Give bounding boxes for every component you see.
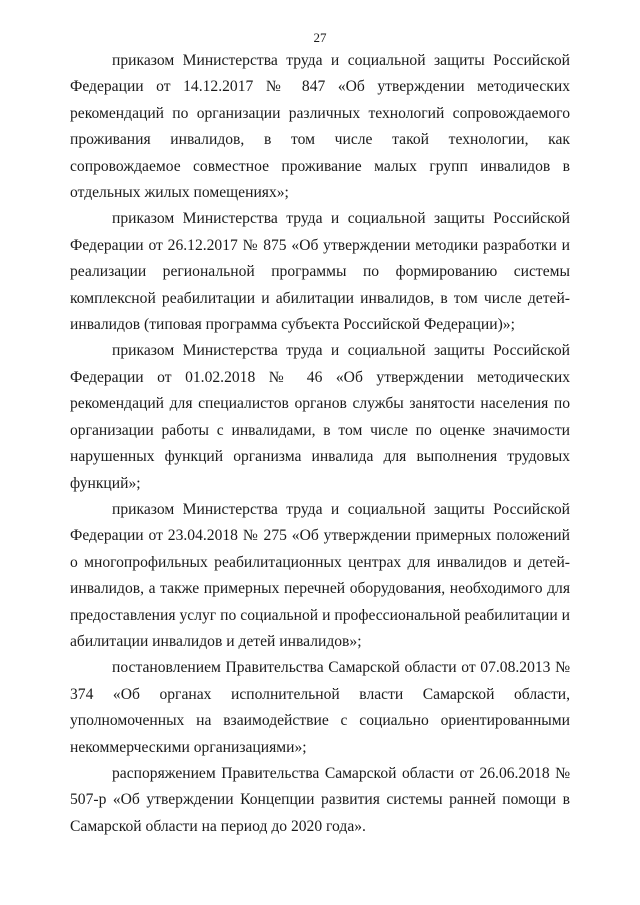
- paragraph-order-847: приказом Министерства труда и социальной защиты Российской Федерации от 14.12.2017 № 847 «Об утверждении методических рекомендаций по организации различных технологий сопровождаемого проживания инвалидов, в том числе такой технологии, как сопровождаемое совместное проживание малых групп инвалидов в отдельных жилых помещениях»;: [70, 52, 570, 202]
- paragraph-order-507r: распоряжением Правительства Самарской области от 26.06.2018 № 507-р «Об утверждении Концепции развития системы ранней помощи в Самарской области на период до 2020 года».: [70, 764, 570, 835]
- page-number: 27: [313, 30, 327, 45]
- paragraph-order-46: приказом Министерства труда и социальной защиты Российской Федерации от 01.02.2018 № 46 «Об утверждении методических рекомендаций для специалистов органов службы занятости населения по организации работы с инвалидами, в том числе по оценке значимости нарушенных функций организма инвалида для выполнения трудовых функций»;: [70, 342, 570, 492]
- document-body: [70, 48, 570, 840]
- paragraph-resolution-374: постановлением Правительства Самарской области от 07.08.2013 № 374 «Об органах исполнительной власти Самарской области, уполномоченных на взаимодействие с социально ориентированными некоммерческими организациями»;: [70, 659, 570, 756]
- paragraph-order-275: приказом Министерства труда и социальной защиты Российской Федерации от 23.04.2018 № 275 «Об утверждении примерных положений о многопрофильных реабилитационных центрах для инвалидов и детей-инвалидов, а также примерных перечней оборудования, необходимого для предоставления услуг по социальной и профессиональной реабилитации и абилитации инвалидов и детей инвалидов»;: [70, 500, 570, 650]
- paragraph-order-875: приказом Министерства труда и социальной защиты Российской Федерации от 26.12.2017 № 875 «Об утверждении методики разработки и реализации региональной программы по формированию системы комплексной реабилитации и абилитации инвалидов, в том числе детей-инвалидов (типовая программа субъекта Российской Федерации)»;: [70, 210, 570, 334]
